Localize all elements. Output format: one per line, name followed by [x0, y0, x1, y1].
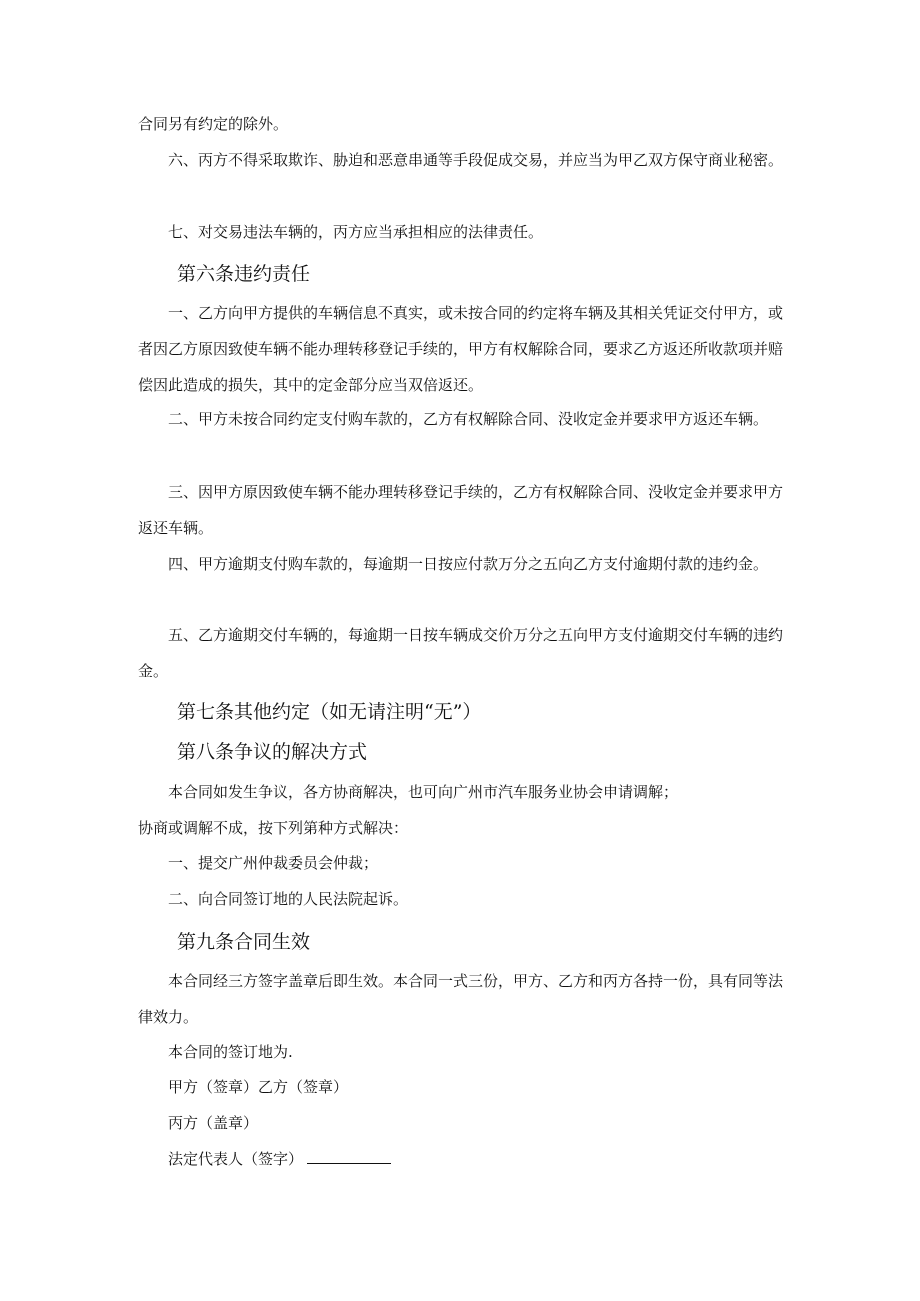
clause-8-para-1: 本合同如发生争议，各方协商解决，也可向广州市汽车服务业协会申请调解； — [168, 783, 679, 801]
section-6-heading: 第六条违约责任 — [177, 263, 311, 285]
section-8-heading: 第八条争议的解决方式 — [177, 741, 368, 763]
signature-blank[interactable] — [307, 1149, 391, 1164]
clause-6-item-3: 三、因甲方原因致使车辆不能办理转移登记手续的，乙方有权解除合同、没收定金并要求甲方返还车辆。 — [138, 483, 784, 537]
clause-6-item-1: 一、乙方向甲方提供的车辆信息不真实，或未按合同的约定将车辆及其相关凭证交付甲方，或者因乙方原因致使车辆不能办理转移登记手续的，甲方有权解除合同，要求乙方返还所收款项并赔偿因此造成的损失，其中的定金部分应当双倍返还。 — [138, 304, 784, 394]
legal-representative-line — [138, 1141, 788, 1177]
clause-6-item-2: 二、甲方未按合同约定支付购车款的，乙方有权解除合同、没收定金并要求甲方返还车辆。 — [168, 410, 769, 428]
clause-8-item-2: 二、向合同签订地的人民法院起诉。 — [168, 890, 409, 908]
paragraph-continuation: 合同另有约定的除外。 — [138, 115, 289, 133]
section-7-heading: 第七条其他约定（如无请注明“无”） — [177, 701, 482, 723]
signature-party-c: 丙方（盖章） — [168, 1114, 259, 1132]
signature-party-ab: 甲方（签章）乙方（签章） — [168, 1078, 349, 1096]
legal-representative-label: 法定代表人（签字） — [168, 1150, 304, 1168]
section-9-heading: 第九条合同生效 — [177, 931, 311, 953]
clause-9-para-1: 本合同经三方签字盖章后即生效。本合同一式三份，甲方、乙方和丙方各持一份，具有同等法律效力。 — [138, 972, 784, 1026]
clause-8-para-2: 协商或调解不成，按下列第种方式解决： — [138, 819, 409, 837]
clause-6-item-4: 四、甲方逾期支付购车款的，每逾期一日按应付款万分之五向乙方支付逾期付款的违约金。 — [168, 555, 769, 573]
clause-5-item-6: 六、丙方不得采取欺诈、胁迫和恶意串通等手段促成交易，并应当为甲乙双方保守商业秘密。 — [168, 151, 784, 169]
clause-6-item-5: 五、乙方逾期交付车辆的，每逾期一日按车辆成交价万分之五向甲方支付逾期交付车辆的违约金。 — [138, 626, 784, 680]
clause-5-item-7: 七、对交易违法车辆的，丙方应当承担相应的法律责任。 — [168, 223, 544, 241]
clause-8-item-1: 一、提交广州仲裁委员会仲裁； — [168, 854, 379, 872]
signing-place: 本合同的签订地为. — [168, 1043, 293, 1061]
